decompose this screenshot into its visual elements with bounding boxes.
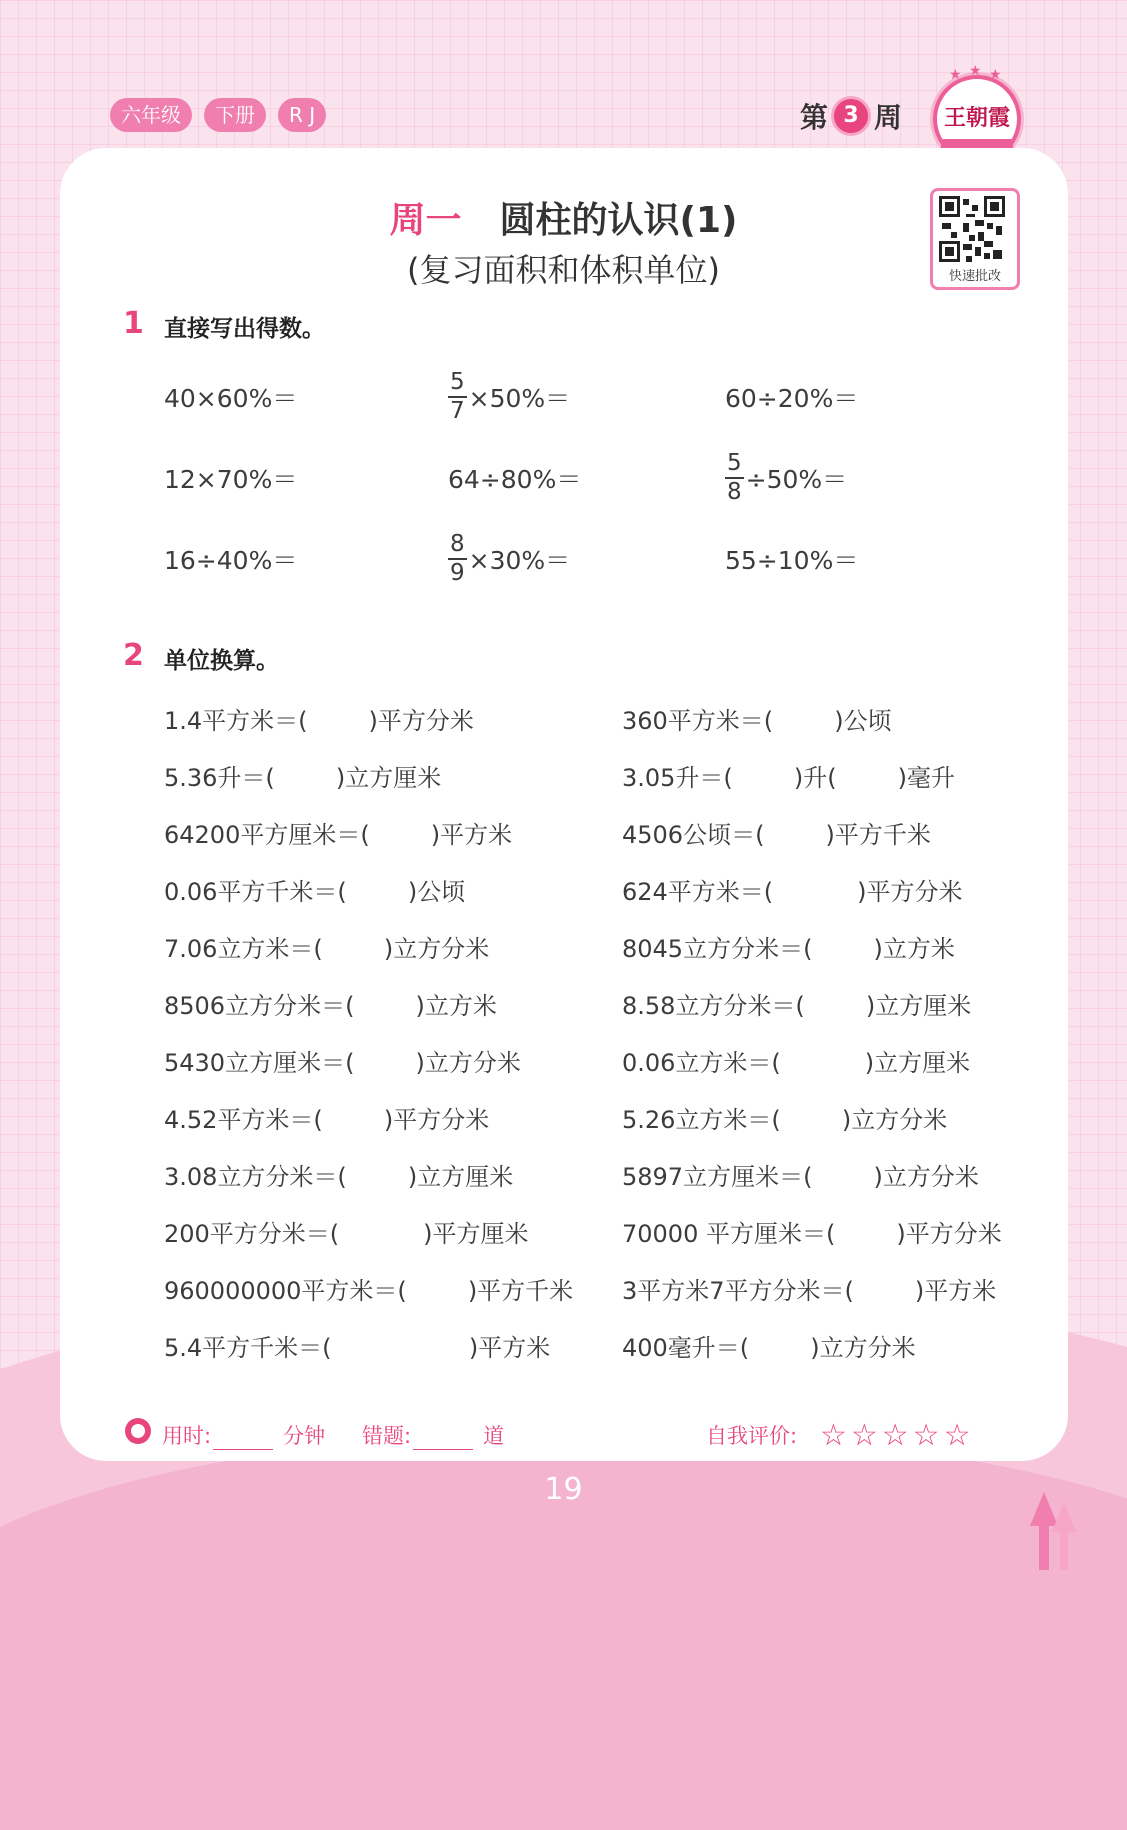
conversion-item: 4506公顷＝( )平方千米 — [622, 821, 931, 849]
time-input[interactable] — [213, 1429, 273, 1450]
day-label: 周一 — [389, 200, 462, 241]
star-icon: ★ — [949, 67, 962, 83]
conversion-item: 0.06平方千米＝( )公顷 — [164, 878, 466, 906]
conversion-item: 7.06立方米＝( )立方分米 — [164, 935, 490, 963]
conversion-item: 960000000平方米＝( )平方千米 — [164, 1277, 574, 1305]
fraction: $\frac{8}{9}$ — [450, 531, 465, 586]
errors-unit: 道 — [483, 1424, 505, 1448]
conversion-item: 8045立方分米＝( )立方米 — [622, 935, 955, 963]
section-number: 1 — [123, 306, 144, 341]
conversion-item: 5.26立方米＝( )立方分米 — [622, 1106, 948, 1134]
calc-item: 12×70%＝ — [164, 465, 298, 494]
week-indicator — [800, 96, 902, 136]
time-label: 用时: — [162, 1424, 212, 1448]
rating-stars[interactable]: ☆☆☆☆☆ — [820, 1418, 975, 1453]
grade-tags — [110, 98, 326, 132]
calc-item: $\frac{5}{8}$ ÷50%＝ — [727, 450, 848, 505]
arrow-decoration-icon — [1030, 1492, 1080, 1570]
conversion-item: 3.05升＝( )升( )毫升 — [622, 764, 955, 792]
section-title: 单位换算。 — [164, 648, 279, 674]
fraction: $\frac{5}{8}$ — [727, 450, 742, 505]
volume-tag: 下册 — [204, 98, 266, 132]
time-field — [162, 1420, 325, 1450]
conversion-item: 4.52平方米＝( )平方分米 — [164, 1106, 490, 1134]
section-title: 直接写出得数。 — [164, 316, 325, 342]
qr-code-box[interactable] — [930, 188, 1020, 290]
conversion-item: 200平方分米＝( )平方厘米 — [164, 1220, 529, 1248]
conversion-item: 64200平方厘米＝( )平方米 — [164, 821, 513, 849]
conversion-item: 360平方米＝( )公顷 — [622, 707, 892, 735]
errors-input[interactable] — [413, 1429, 473, 1450]
conversion-item: 1.4平方米＝( )平方分米 — [164, 707, 474, 735]
week-number: 3 — [834, 99, 868, 133]
conversion-item: 5897立方厘米＝( )立方分米 — [622, 1163, 979, 1191]
page-number: 19 — [544, 1472, 583, 1507]
grade-tag: 六年级 — [110, 98, 192, 132]
conversion-item: 624平方米＝( )平方分米 — [622, 878, 963, 906]
errors-field — [362, 1420, 504, 1450]
calc-item: $\frac{5}{7}$ ×50%＝ — [450, 369, 571, 424]
stopwatch-icon — [125, 1418, 151, 1444]
conversion-item: 400毫升＝( )立方分米 — [622, 1334, 916, 1362]
conversion-item: 8.58立方分米＝( )立方厘米 — [622, 992, 972, 1020]
conversion-item: 0.06立方米＝( )立方厘米 — [622, 1049, 971, 1077]
errors-label: 错题: — [362, 1424, 412, 1448]
calc-item: 40×60%＝ — [164, 384, 298, 413]
conversion-item: 3.08立方分米＝( )立方厘米 — [164, 1163, 514, 1191]
week-suffix: 周 — [874, 101, 903, 134]
rating-label: 自我评价: — [706, 1424, 798, 1448]
edition-tag: R J — [278, 98, 326, 132]
conversion-item: 3平方米7平方分米＝( )平方米 — [622, 1277, 997, 1305]
star-icon: ★ — [969, 63, 982, 79]
conversion-item: 5.36升＝( )立方厘米 — [164, 764, 442, 792]
page-subtitle: (复习面积和体积单位) — [407, 251, 720, 289]
conversion-item: 5.4平方千米＝( )平方米 — [164, 1334, 551, 1362]
qr-label: 快速批改 — [948, 269, 1001, 284]
calc-item: 55÷10%＝ — [725, 546, 859, 575]
section-number: 2 — [123, 638, 144, 673]
week-prefix: 第 — [800, 101, 829, 134]
topic-label: 圆柱的认识(1) — [499, 200, 738, 241]
calc-item: 60÷20%＝ — [725, 384, 859, 413]
calc-item: $\frac{8}{9}$ ×30%＝ — [450, 531, 571, 586]
conversion-item: 70000 平方厘米＝( )平方分米 — [622, 1220, 1002, 1248]
calc-item: 16÷40%＝ — [164, 546, 298, 575]
calc-item: 64÷80%＝ — [448, 465, 582, 494]
time-unit: 分钟 — [283, 1424, 326, 1448]
qr-code-icon — [939, 196, 1005, 262]
worksheet-card — [60, 148, 1068, 1461]
conversion-item: 8506立方分米＝( )立方米 — [164, 992, 497, 1020]
star-icon: ★ — [989, 67, 1002, 83]
brand-name: 王朝霞 — [943, 105, 1010, 131]
fraction: $\frac{5}{7}$ — [450, 369, 465, 424]
conversion-item: 5430立方厘米＝( )立方分米 — [164, 1049, 521, 1077]
